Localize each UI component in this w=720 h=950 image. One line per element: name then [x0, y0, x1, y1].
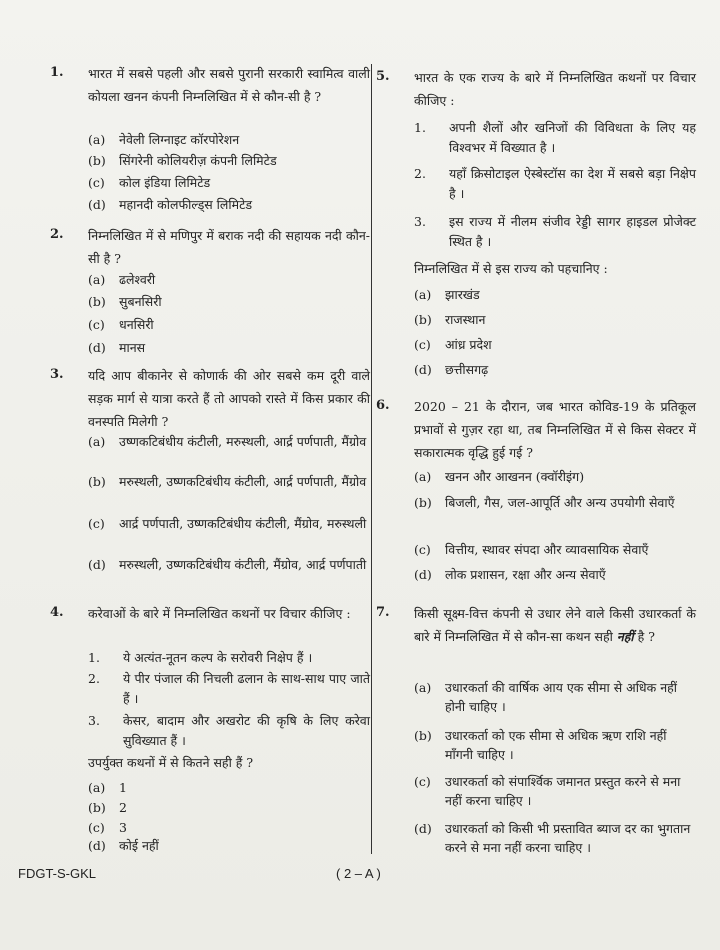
option-label: (c): [88, 820, 105, 835]
question-number: 3.: [50, 367, 64, 382]
option-text: उधारकर्ता को संपार्श्विक जमानत प्रस्तुत करने से मना नहीं करना चाहिए ।: [445, 774, 681, 808]
option-text: उधारकर्ता की वार्षिक आय एक सीमा से अधिक नहीं होनी चाहिए ।: [445, 680, 678, 714]
statement-text: इस राज्य में नीलम संजीव रेड्डी सागर हाइडल प्रोजेक्ट स्थित है ।: [449, 214, 696, 249]
option-label: (a): [414, 287, 432, 302]
question-text: भारत में सबसे पहली और सबसे पुरानी सरकारी स्वामित्व वाली कोयला खनन कंपनी निम्नलिखित में से कौन-सी है ?: [88, 66, 370, 104]
option-text: सिंगरेनी कोलियरीज़ कंपनी लिमिटेड: [119, 153, 277, 168]
option-text: 3: [119, 820, 127, 835]
question-prompt: निम्नलिखित में से इस राज्य को पहचानिए :: [414, 261, 608, 276]
option-label: (a): [88, 434, 106, 449]
question-text: भारत के एक राज्य के बारे में निम्नलिखित कथनों पर विचार कीजिए :: [414, 70, 696, 108]
option-text: धनसिरी: [119, 317, 154, 332]
option-label: (d): [88, 557, 106, 572]
statement-text: यहाँ क्रिसोटाइल ऐस्बेस्टॉस का देश में सबसे बड़ा निक्षेप है ।: [449, 166, 696, 201]
option-text: राजस्थान: [445, 312, 486, 327]
option-label: (c): [414, 542, 431, 557]
column-divider: [371, 64, 372, 854]
emphasis-not: नहीं: [616, 629, 634, 644]
option-label: (d): [88, 838, 106, 853]
option-text: मरुस्थली, उष्णकटिबंधीय कंटीली, मैंग्रोव, आर्द्र पर्णपाती: [119, 557, 367, 572]
question-number: 4.: [50, 605, 64, 620]
option-text: खनन और आखनन (क्वॉरीइंग): [445, 469, 585, 484]
option-label: (b): [88, 153, 106, 168]
option-text: महानदी कोलफील्ड्स लिमिटेड: [119, 197, 253, 212]
option-text: नेवेली लिग्नाइट कॉरपोरेशन: [119, 132, 240, 147]
option-label: (c): [88, 175, 105, 190]
paper-code: FDGT-S-GKL: [18, 866, 97, 881]
option-text: 2: [119, 800, 127, 815]
statement-number: 2.: [414, 166, 426, 181]
option-text: छत्तीसगढ़: [445, 362, 489, 377]
question-text: [414, 602, 696, 648]
option-label: (d): [88, 197, 106, 212]
option-text: 1: [119, 780, 127, 795]
option-label: (a): [88, 272, 106, 287]
question-text: यदि आप बीकानेर से कोणार्क की ओर सबसे कम दूरी वाले सड़क मार्ग से यात्रा करते हैं तो आपको रास्ते में किस प्रकार की वनस्पति मिलेगी ?: [88, 368, 370, 429]
question-number: 5.: [376, 69, 390, 84]
option-label: (a): [414, 469, 432, 484]
statement-number: 3.: [414, 214, 426, 229]
question-text: निम्नलिखित में से मणिपुर में बराक नदी की सहायक नदी कौन-सी है ?: [88, 228, 370, 266]
option-label: (b): [88, 294, 106, 309]
question-number: 7.: [376, 605, 390, 620]
option-text: ढलेश्वरी: [119, 272, 156, 287]
option-label: (d): [414, 362, 432, 377]
statement-number: 2.: [88, 671, 100, 686]
option-text: कोई नहीं: [119, 838, 159, 853]
option-label: (b): [414, 312, 432, 327]
question-text-part: है ?: [633, 629, 655, 644]
statement-number: 1.: [88, 650, 100, 665]
option-text: उधारकर्ता को एक सीमा से अधिक ऋण राशि नहीं माँगनी चाहिए ।: [445, 728, 667, 762]
option-label: (c): [414, 774, 431, 789]
question-text: 2020 – 21 के दौरान, जब भारत कोविड-19 के प्रतिकूल प्रभावों से गुज़र रहा था, तब निम्नलिखित में से किस सेक्टर में सकारात्मक वृद्धि हुई गई ?: [414, 399, 696, 460]
option-label: (b): [414, 728, 432, 743]
option-text: उधारकर्ता को किसी भी प्रस्तावित ब्याज दर का भुगतान करने से मना नहीं करना चाहिए ।: [445, 821, 691, 855]
option-label: (c): [414, 337, 431, 352]
option-label: (b): [88, 474, 106, 489]
option-text: मानस: [119, 340, 146, 355]
option-text: लोक प्रशासन, रक्षा और अन्य सेवाएँ: [445, 567, 606, 582]
option-text: सुबनसिरी: [119, 294, 162, 309]
question-number: 2.: [50, 227, 64, 242]
statement-text: अपनी शैलों और खनिजों की विविधता के लिए यह विश्वभर में विख्यात है ।: [449, 120, 696, 155]
option-label: (a): [88, 780, 106, 795]
option-label: (d): [414, 567, 432, 582]
page-number: ( 2 – A ): [336, 866, 381, 881]
option-label: (c): [88, 317, 105, 332]
statement-text: ये अत्यंत-नूतन कल्प के सरोवरी निक्षेप हैं ।: [123, 650, 313, 665]
option-label: (b): [414, 495, 432, 510]
option-text: आंध्र प्रदेश: [445, 337, 492, 352]
statement-number: 3.: [88, 713, 100, 728]
option-text: बिजली, गैस, जल-आपूर्ति और अन्य उपयोगी सेवाएँ: [445, 495, 675, 510]
option-label: (a): [414, 680, 432, 695]
question-prompt: उपर्युक्त कथनों में से कितने सही हैं ?: [88, 755, 254, 770]
question-text: करेवाओं के बारे में निम्नलिखित कथनों पर विचार कीजिए :: [88, 606, 351, 621]
question-text-part: किसी सूक्ष्म-वित्त कंपनी से उधार लेने वाले किसी उधारकर्ता के बारे में निम्नलिखित में से कौन-सा कथन सही: [414, 606, 696, 644]
question-number: 1.: [50, 65, 64, 80]
option-label: (d): [88, 340, 106, 355]
question-number: 6.: [376, 398, 390, 413]
option-label: (d): [414, 821, 432, 836]
option-text: झारखंड: [445, 287, 480, 302]
option-label: (a): [88, 132, 106, 147]
statement-number: 1.: [414, 120, 426, 135]
option-text: मरुस्थली, उष्णकटिबंधीय कंटीली, आर्द्र पर्णपाती, मैंग्रोव: [119, 474, 367, 489]
option-text: आर्द्र पर्णपाती, उष्णकटिबंधीय कंटीली, मैंग्रोव, मरुस्थली: [119, 516, 367, 531]
option-label: (b): [88, 800, 106, 815]
option-text: उष्णकटिबंधीय कंटीली, मरुस्थली, आर्द्र पर्णपाती, मैंग्रोव: [119, 434, 367, 449]
option-text: वित्तीय, स्थावर संपदा और व्यावसायिक सेवाएँ: [445, 542, 649, 557]
statement-text: ये पीर पंजाल की निचली ढलान के साथ-साथ पाए जाते हैं ।: [123, 671, 370, 706]
option-label: (c): [88, 516, 105, 531]
statement-text: केसर, बादाम और अखरोट की कृषि के लिए करेवा सुविख्यात हैं ।: [123, 713, 370, 748]
option-text: कोल इंडिया लिमिटेड: [119, 175, 211, 190]
